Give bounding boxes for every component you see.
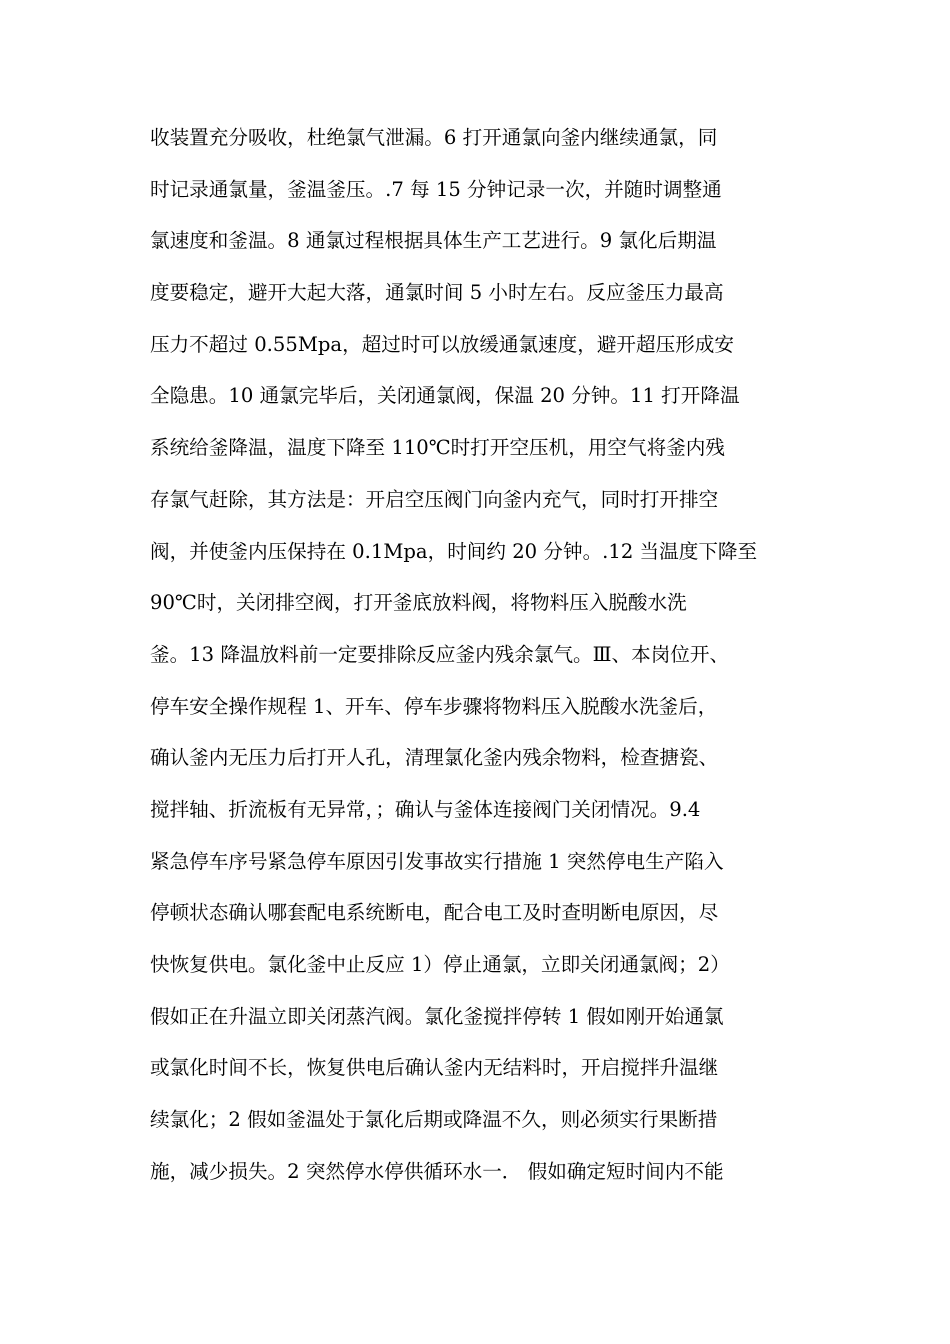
text-line: 收装置充分吸收，杜绝氯气泄漏。6 打开通氯向釜内继续通氯，同: [150, 126, 718, 149]
text-line: 阀，并使釜内压保持在 0.1Mpa，时间约 20 分钟。.12 当温度下降至: [150, 539, 758, 563]
text-line: 氯速度和釜温。8 通氯过程根据具体生产工艺进行。9 氯化后期温: [150, 229, 717, 253]
text-line: 釜。13 降温放料前一定要排除反应釜内残余氯气。Ⅲ、本岗位开、: [150, 642, 730, 666]
text-line: 全隐患。10 通氯完毕后，关闭通氯阀，保温 20 分钟。11 打开降温: [150, 384, 740, 408]
text-line: 停顿状态确认哪套配电系统断电，配合电工及时查明断电原因，尽: [150, 901, 719, 925]
text-line: 假如正在升温立即关闭蒸汽阀。氯化釜搅拌停转 1 假如刚开始通氯: [150, 1004, 724, 1028]
text-line: 系统给釜降温，温度下降至 110℃时打开空压机，用空气将釜内残: [150, 436, 725, 460]
text-line: 施，减少损失。2 突然停水停供循环水一． 假如确定短时间内不能: [150, 1159, 724, 1183]
text-line: 确认釜内无压力后打开人孔，清理氯化釜内残余物料，检查搪瓷、: [150, 746, 719, 770]
text-line: 存氯气赶除，其方法是：开启空压阀门向釜内充气，同时打开排空: [150, 487, 719, 511]
text-line: 90℃时，关闭排空阀，打开釜底放料阀，将物料压入脱酸水洗: [150, 591, 687, 615]
text-line: 搅拌轴、折流板有无异常，；确认与釜体连接阀门关闭情况。9.4: [150, 797, 701, 821]
text-line: 时记录通氯量，釜温釜压。.7 每 15 分钟记录一次，并随时调整通: [150, 177, 722, 201]
text-line: 或氯化时间不长，恢复供电后确认釜内无结料时，开启搅拌升温继: [150, 1056, 719, 1080]
text-line: 度要稳定，避开大起大落，通氯时间 5 小时左右。反应釜压力最高: [150, 281, 724, 305]
text-line: 快恢复供电。氯化釜中止反应 1）停止通氯，立即关闭通氯阀；2）: [150, 953, 730, 976]
text-line: 续氯化；2 假如釜温处于氯化后期或降温不久，则必须实行果断措: [150, 1108, 718, 1132]
body-text: [150, 116, 810, 1201]
text-line: 停车安全操作规程 1、开车、停车步骤将物料压入脱酸水洗釜后，: [150, 694, 718, 718]
text-line: 压力不超过 0.55Mpa，超过时可以放缓通氯速度，避开超压形成安: [150, 332, 734, 356]
text-line: 紧急停车序号紧急停车原因引发事故实行措施 1 突然停电生产陷入: [150, 849, 724, 873]
